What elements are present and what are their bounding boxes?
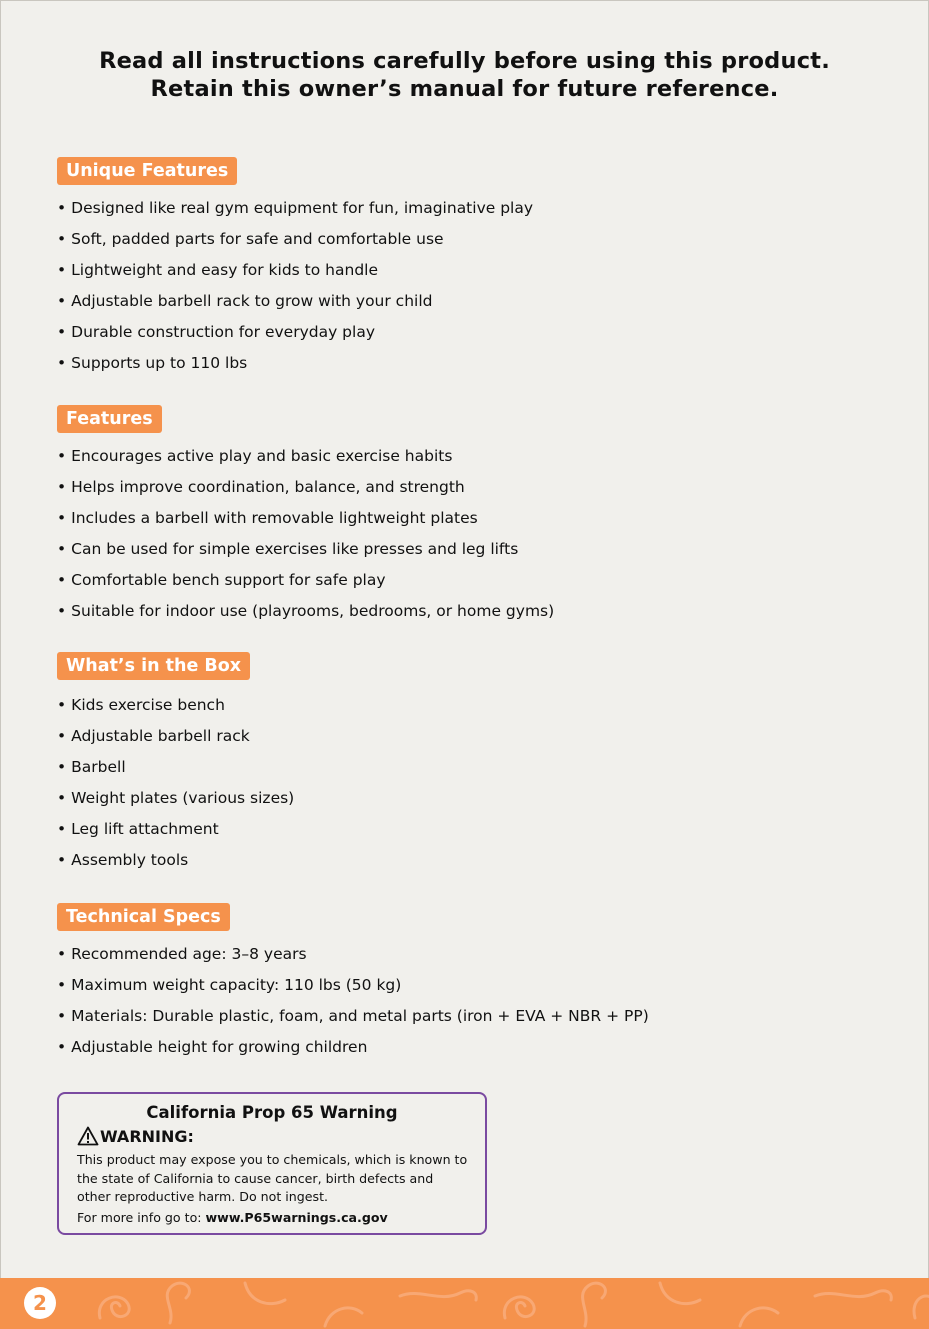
warning-more-prefix: For more info go to: [77, 1210, 202, 1225]
list-item: • Weight plates (various sizes) [57, 788, 294, 819]
list-item: • Suitable for indoor use (playrooms, bedrooms, or home gyms) [57, 601, 554, 632]
list-item: • Designed like real gym equipment for fun, imaginative play [57, 198, 533, 229]
warning-label-text: WARNING: [100, 1126, 194, 1146]
intro-line-2: Retain this owner’s manual for future reference. [150, 76, 779, 102]
list-item: • Soft, padded parts for safe and comfortable use [57, 229, 533, 260]
list-item: • Assembly tools [57, 850, 294, 881]
list-item: • Recommended age: 3–8 years [57, 944, 649, 975]
section-heading-whats-in-the-box: What’s in the Box [57, 652, 250, 680]
list-item: • Leg lift attachment [57, 819, 294, 850]
list-item: • Durable construction for everyday play [57, 322, 533, 353]
warning-url-link[interactable]: www.P65warnings.ca.gov [205, 1210, 388, 1225]
page-number: 2 [24, 1287, 56, 1319]
list-item: • Supports up to 110 lbs [57, 353, 533, 384]
section-heading-technical-specs: Technical Specs [57, 903, 230, 931]
list-item: • Helps improve coordination, balance, and strength [57, 477, 554, 508]
intro-instructions [0, 47, 929, 103]
technical-specs-list [57, 944, 649, 1068]
list-item: • Kids exercise bench [57, 695, 294, 726]
list-item: • Lightweight and easy for kids to handle [57, 260, 533, 291]
prop65-warning-box [57, 1092, 487, 1235]
list-item: • Adjustable height for growing children [57, 1037, 649, 1068]
section-heading-unique-features: Unique Features [57, 157, 237, 185]
footer-band [0, 1278, 929, 1329]
list-item: • Can be used for simple exercises like presses and leg lifts [57, 539, 554, 570]
intro-line-1: Read all instructions carefully before using this product. [99, 48, 830, 74]
list-item: • Adjustable barbell rack [57, 726, 294, 757]
list-item: • Barbell [57, 757, 294, 788]
list-item: • Comfortable bench support for safe play [57, 570, 554, 601]
warning-label [77, 1126, 194, 1146]
list-item: • Maximum weight capacity: 110 lbs (50 kg) [57, 975, 649, 1006]
warning-triangle-icon [77, 1126, 99, 1146]
features-list [57, 446, 554, 632]
list-item: • Includes a barbell with removable lightweight plates [57, 508, 554, 539]
swirl-pattern [0, 1278, 929, 1329]
warning-body: This product may expose you to chemicals, which is known to the state of California to cause cancer, birth defects and other reproductive harm. Do not ingest. [77, 1152, 468, 1204]
list-item: • Encourages active play and basic exercise habits [57, 446, 554, 477]
list-item: • Adjustable barbell rack to grow with your child [57, 291, 533, 322]
list-item: • Materials: Durable plastic, foam, and metal parts (iron + EVA + NBR + PP) [57, 1006, 649, 1037]
warning-title: California Prop 65 Warning [146, 1103, 398, 1122]
section-heading-features: Features [57, 405, 162, 433]
unique-features-list [57, 198, 533, 384]
box-contents-list [57, 695, 294, 881]
warning-more-info [77, 1210, 388, 1225]
